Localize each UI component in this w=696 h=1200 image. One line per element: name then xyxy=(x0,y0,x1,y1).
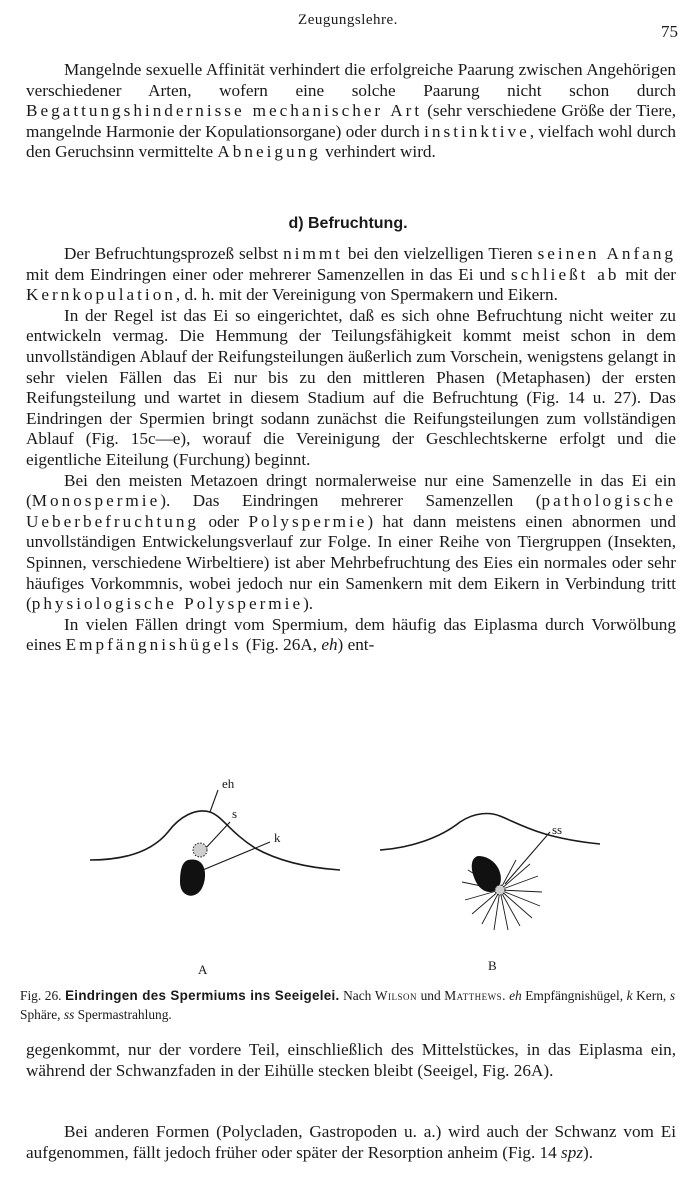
text-run: mit dem Eindringen einer oder mehrerer Samenzellen in das Ei und xyxy=(26,264,511,284)
spaced-term: Empfängnishügels xyxy=(65,635,242,655)
section-heading: d) Befruchtung. xyxy=(288,215,408,232)
pointer-k xyxy=(198,842,270,872)
text-run: Mangelnde sexuelle Affinität verhindert die erfolgreiche Paarung zwischen Angehörigen verschiedener Arten, wofern eine solche Paarung nicht schon durch xyxy=(26,60,676,100)
caption-abbrev: ss xyxy=(63,1007,75,1022)
egg-surface-a xyxy=(90,811,340,870)
figure-illustration xyxy=(80,772,660,982)
sperm-nucleus-a xyxy=(180,859,205,895)
spaced-term: nimmt xyxy=(283,244,343,263)
text-run: Kern, xyxy=(632,988,670,1003)
caption-author: Matthews xyxy=(444,988,503,1003)
continuation-paragraph xyxy=(26,1040,676,1081)
running-head: Zeugungslehre. xyxy=(298,12,398,28)
paragraph-metazoen xyxy=(26,471,676,615)
body-text xyxy=(26,244,676,656)
figure-caption xyxy=(20,986,675,1024)
spaced-term: Kernkopulation xyxy=(26,285,176,305)
italic-term: eh xyxy=(321,635,338,655)
spaced-term: schließt ab xyxy=(510,264,620,284)
text-run: (sehr verschiedene Größe der Tiere, mangelnde Harmonie der Kopulationsorgane) oder durch xyxy=(26,101,676,141)
text-run: Nach xyxy=(339,988,375,1003)
text-run: Spermastrahlung. xyxy=(74,1007,172,1022)
egg-surface-b xyxy=(380,814,600,850)
paragraph-andere-formen xyxy=(26,1122,676,1163)
text-run: ). Das Eindringen mehrerer Samenzellen ( xyxy=(160,491,542,511)
text-run: Bei den meisten Metazoen dringt normalerweise nur eine Samenzelle in das Ei ein ( xyxy=(26,470,676,511)
figure-26 xyxy=(80,772,660,982)
caption-author: Wilson xyxy=(374,988,418,1003)
spaced-term: Polyspermie xyxy=(248,511,368,531)
panel-label-b: B xyxy=(488,958,497,973)
label-k: k xyxy=(274,830,281,845)
text-run: verhindert wird. xyxy=(320,142,436,162)
sphere-b xyxy=(495,885,505,895)
sphere-a xyxy=(193,843,207,857)
pointer-s xyxy=(204,822,230,850)
text-run: ). xyxy=(303,594,314,614)
text-run: bei den vielzelligen Tieren xyxy=(342,244,538,263)
caption-abbrev: k xyxy=(626,988,633,1003)
paragraph-gegenkommt: gegenkommt, nur der vordere Teil, einschließlich des Mittelstückes, in das Eiplasma ein, während der Schwanzfaden in der Eihülle stecken bleibt (Seeigel, Fig. 26A). xyxy=(26,1040,676,1080)
paragraph-befruchtungsprozess xyxy=(26,244,676,306)
paragraph-spermium xyxy=(26,615,676,656)
spaced-term: physiologische Polyspermie xyxy=(31,594,304,614)
spaced-term: Begattungshindernisse mechanischer Art xyxy=(26,101,423,121)
label-ss: ss xyxy=(552,822,563,837)
text-run: (Fig. 26A, xyxy=(241,635,322,655)
text-run: Der Befruchtungsprozeß selbst xyxy=(64,244,284,263)
panel-label-a: A xyxy=(198,962,208,977)
text-run: Empfängnishügel, xyxy=(521,988,627,1003)
caption-abbrev: eh xyxy=(509,988,522,1003)
spaced-term: pathologische Ueberbefruchtung xyxy=(26,491,676,531)
pointer-eh xyxy=(210,790,218,812)
text-run: , d. h. mit der Vereinigung von Spermakern und Eikern. xyxy=(175,285,558,305)
text-run: In vielen Fällen dringt vom Spermium, dem häufig das Eiplasma durch Vorwölbung eines xyxy=(26,614,676,655)
caption-fig-number: Fig. 26. xyxy=(20,988,62,1003)
label-s: s xyxy=(232,806,238,821)
label-eh: eh xyxy=(222,776,235,791)
italic-term: spz xyxy=(561,1142,584,1162)
text-run: ) hat dann meistens einen abnormen und unvollständigen Entwickelungsverlauf zur Folge. In einer Reihe von Tiergruppen (Insekten, Spinnen, verschiedene Wirbeltiere) ist aber Mehrbefruchtung des Eies ein normales oder sehr häufiges Vorkommnis, wobei jedoch nur ein Samenkern mit dem Eikern in Verbindung tritt ( xyxy=(26,511,676,614)
page-number: 75 xyxy=(661,22,678,41)
intro-paragraph xyxy=(26,60,676,163)
text-run: . xyxy=(502,988,510,1003)
text-run: ) ent- xyxy=(337,635,375,655)
caption-abbrev: s xyxy=(669,988,676,1003)
pointer-ss xyxy=(505,832,550,884)
spaced-term: instinktive xyxy=(424,121,530,141)
final-paragraph xyxy=(26,1122,676,1163)
spaced-term: seinen Anfang xyxy=(537,244,677,263)
text-run: Sphäre, xyxy=(20,1007,64,1022)
text-run: ). xyxy=(583,1142,594,1162)
text-run: und xyxy=(417,988,445,1003)
text-run: Bei anderen Formen (Polycladen, Gastropoden u. a.) wird auch der Schwanz vom Ei aufgenommen, fällt jedoch früher oder später der Resorption anheim (Fig. 14 xyxy=(26,1122,676,1162)
text-run: , vielfach wohl durch den Geruchsinn vermittelte xyxy=(26,121,676,162)
text-run: oder xyxy=(199,511,249,531)
spaced-term: Monospermie xyxy=(31,491,161,511)
paragraph-regel: In der Regel ist das Ei so eingerichtet, daß es sich ohne Befruchtung nicht weiter zu entwickeln vermag. Die Hemmung der Teilungsfähigkeit kommt meist schon in dem unvollständigen Ablauf der Reifungsteilungen äußerlich zum Vorschein, wenigstens gelangt in sehr vielen Fällen das Ei nur bis zu den mittleren Phasen (Metaphasen) der ersten Reifungsteilung und wartet in diesem Stadium auf die Befruchtung (Fig. 14 u. 27). Das Eindringen der Spermien bringt sodann zunächst die Reifungsteilungen zum vollständigen Ablauf (Fig. 15c—e), worauf die Vereinigung der Geschlechtskerne erfolgt und die eigentliche Eiteilung (Furchung) beginnt. xyxy=(26,305,676,469)
spaced-term: Abneigung xyxy=(217,142,321,162)
text-run: mit der xyxy=(619,264,677,284)
caption-title: Eindringen des Spermiums ins Seeigelei. xyxy=(65,988,340,1003)
